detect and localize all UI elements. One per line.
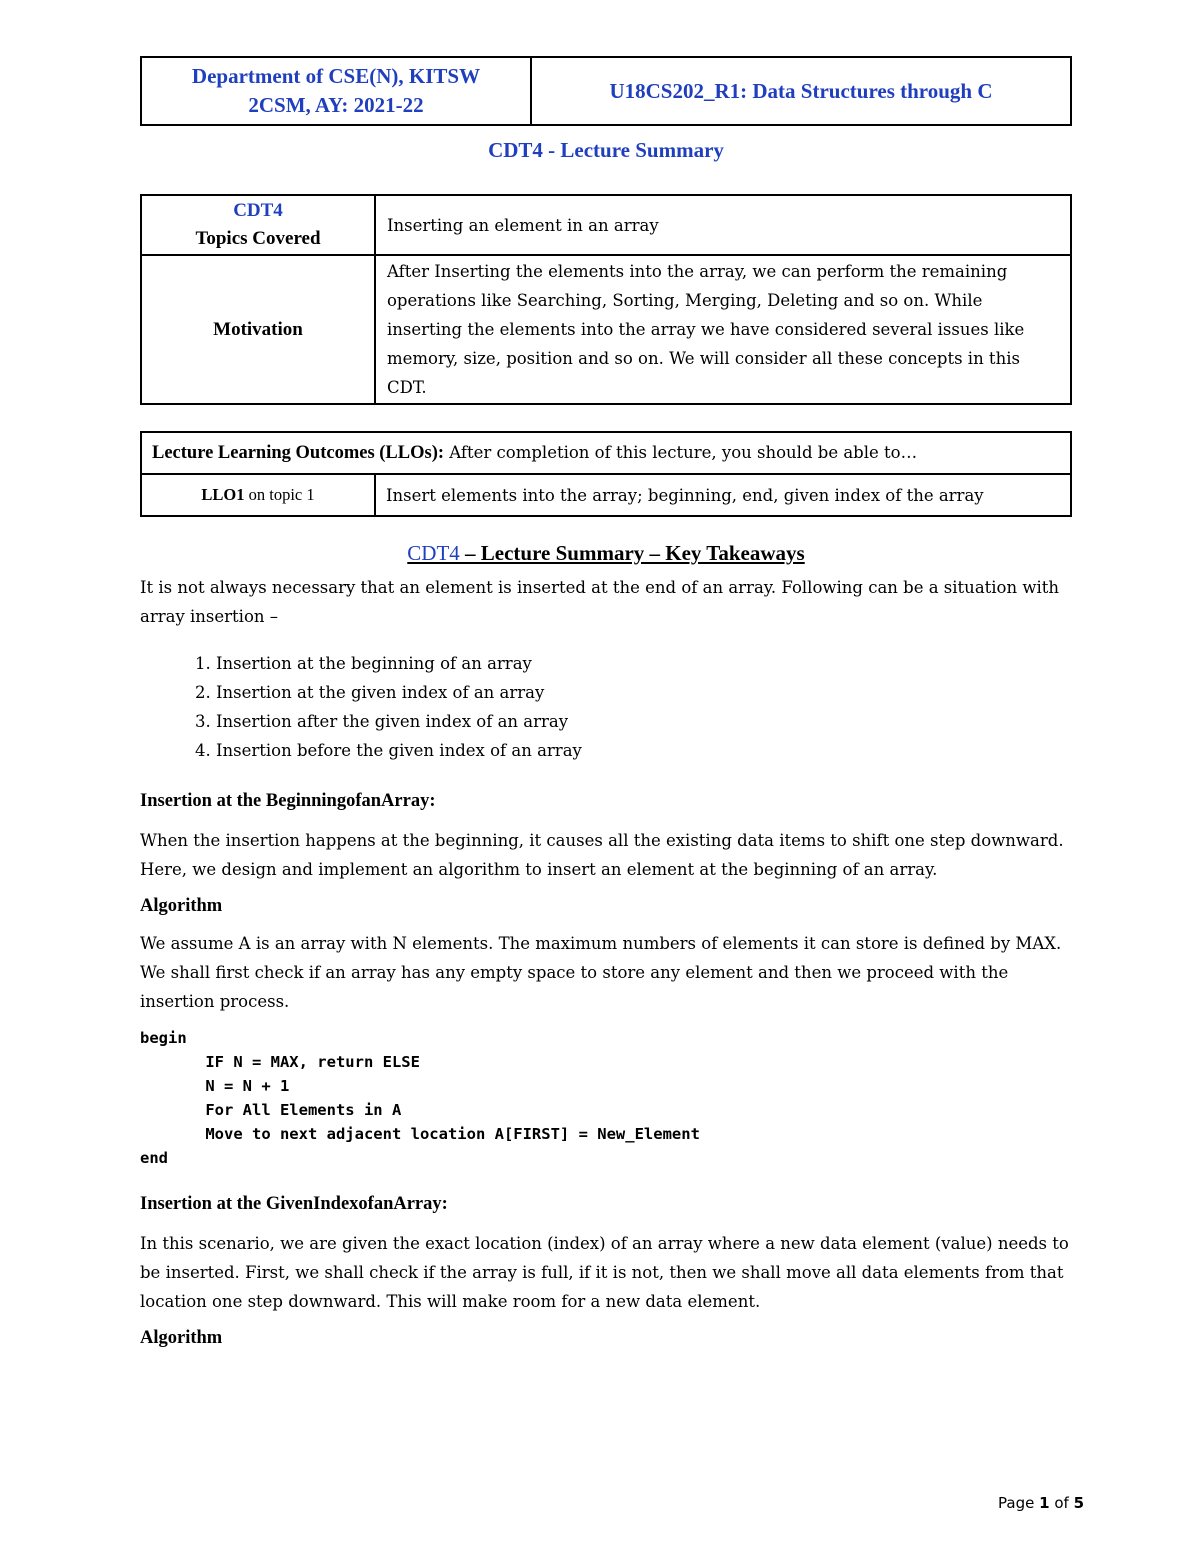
motivation-label: Motivation — [213, 318, 303, 340]
academic-year: 2CSM, AY: 2021-22 — [248, 93, 424, 117]
motivation-text: After Inserting the elements into the array, we can perform the remaining operations like Searching, Sorting, Merging, Deleting and so on. While inserting the elements into the array we have considered several issues like memory, size, position and so on. We will consider all these concepts in this CDT. — [387, 262, 1025, 397]
cdt-label: CDT4 — [233, 200, 283, 221]
section-text-beginning: When the insertion happens at the beginning, it causes all the existing data items to shift one step downward. Here, we design and implement an algorithm to insert an element at the beginning of an array. — [140, 831, 1064, 879]
motivation-row — [141, 255, 1071, 404]
list-item: 1. Insertion at the beginning of an array — [216, 649, 1072, 678]
page-word: Page — [998, 1494, 1040, 1512]
key-takeaways-heading: – Lecture Summary – Key Takeaways — [465, 541, 805, 565]
key-takeaways-cdt: CDT4 — [407, 541, 466, 565]
algorithm-code: begin IF N = MAX, return ELSE N = N + 1 For All Elements in A Move to next adjacent location A[FIRST] = New_Element end — [140, 1029, 700, 1167]
llo-heading-row — [141, 432, 1071, 474]
llo-table — [140, 431, 1072, 517]
document-page — [140, 56, 1072, 1349]
list-item: 3. Insertion after the given index of an array — [216, 707, 1072, 736]
llo-text-cell — [375, 474, 1071, 516]
llo-text: Insert elements into the array; beginning, end, given index of the array — [386, 485, 984, 505]
intro-paragraph: It is not always necessary that an element is inserted at the end of an array. Following can be a situation with array insertion – — [140, 578, 1060, 626]
llo-label-cell — [141, 474, 375, 516]
motivation-cell — [375, 255, 1071, 404]
llo-id: LLO1 — [201, 485, 245, 504]
topic-text: Inserting an element in an array — [387, 215, 659, 235]
algorithm-heading: Algorithm — [140, 896, 223, 916]
motivation-label-cell — [141, 255, 375, 404]
page-number — [998, 1494, 1084, 1512]
section-heading-beginning: Insertion at the BeginningofanArray: — [140, 791, 436, 811]
insertion-types-list — [140, 649, 1072, 765]
of-word: of — [1049, 1494, 1074, 1512]
llo-row — [141, 474, 1071, 516]
topics-label-cell — [141, 195, 375, 255]
page-current: 1 — [1039, 1494, 1050, 1512]
department-name: Department of CSE(N), KITSW — [191, 64, 481, 88]
department-cell — [142, 58, 532, 124]
topics-table — [140, 194, 1072, 405]
list-item: 2. Insertion at the given index of an array — [216, 678, 1072, 707]
llo-heading-label: Lecture Learning Outcomes (LLOs): — [152, 442, 445, 463]
algorithm-description: We assume A is an array with N elements. The maximum numbers of elements it can store is defined by MAX. We shall first check if an array has any empty space to store any element and then we proceed with the insertion process. — [140, 934, 1062, 1011]
course-title: U18CS202_R1: Data Structures through C — [609, 78, 993, 103]
page-total: 5 — [1073, 1494, 1084, 1512]
llo-topic-ref: on topic 1 — [244, 485, 315, 504]
section-text-given-index: In this scenario, we are given the exact location (index) of an array where a new data element (value) needs to be inserted. First, we shall check if the array is full, if it is not, then we shall move all data elements from that location one step downward. This will make room for a new data element. — [140, 1234, 1069, 1311]
llo-heading-cell — [141, 432, 1071, 474]
section-heading-given-index: Insertion at the GivenIndexofanArray: — [140, 1194, 448, 1214]
list-item: 4. Insertion before the given index of an array — [216, 736, 1072, 765]
topic-cell — [375, 195, 1071, 255]
topics-row — [141, 195, 1071, 255]
document-title: CDT4 - Lecture Summary — [488, 138, 724, 162]
topics-covered-label: Topics Covered — [195, 228, 321, 249]
llo-heading-text: After completion of this lecture, you should be able to… — [444, 442, 918, 462]
algorithm-heading-2: Algorithm — [140, 1328, 223, 1348]
header-box — [140, 56, 1072, 126]
key-takeaways-title — [140, 541, 1072, 573]
